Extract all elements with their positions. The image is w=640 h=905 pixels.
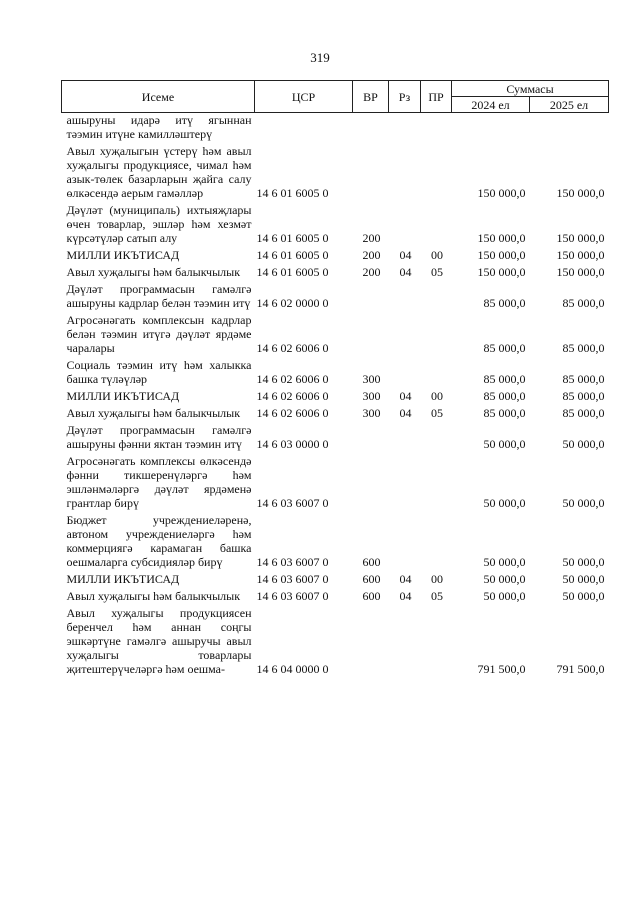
row-vr [353,603,389,676]
row-vr [353,141,389,200]
row-pr [421,200,452,245]
row-vr: 200 [362,248,381,262]
row-sum-2025: 50 000,0 [562,555,605,569]
row-sum-2024: 50 000,0 [483,437,526,451]
row-sum-2025 [530,113,609,142]
row-vr: 200 [362,231,381,245]
row-name: Авыл хуҗалыгы һәм балыкчылык [66,406,241,420]
row-csr: 14 6 02 6006 0 [256,406,329,420]
row-sum-2025: 50 000,0 [562,437,605,451]
row-sum-2024: 150 000,0 [477,265,526,279]
table-header [62,81,609,113]
header-sums: Суммасы [452,81,609,97]
row-sum-2024: 150 000,0 [477,248,526,262]
table-row [62,262,609,279]
row-rz [389,141,421,200]
table-row [62,510,609,569]
row-pr [421,451,452,510]
row-csr: 14 6 02 6006 0 [256,372,329,386]
row-pr: 05 [431,589,443,603]
row-name: Авыл хуҗалыгы продукциясен беренчел һәм аннан соңгы эшкәртүне гамәлгә ашыручы авыл хуҗалыгы товарлары җитештерүчеләргә һәм оешма- [66,606,252,676]
row-csr [255,113,353,142]
row-csr: 14 6 03 6007 0 [256,572,329,586]
row-name: Авыл хуҗалыгы һәм балыкчылык [66,265,241,279]
row-csr: 14 6 02 6006 0 [256,389,329,403]
row-vr [353,113,389,142]
row-sum-2025: 150 000,0 [556,248,605,262]
row-sum-2025: 150 000,0 [556,186,605,200]
header-vr: ВР [353,81,389,113]
row-sum-2025: 150 000,0 [556,265,605,279]
row-sum-2025: 85 000,0 [562,406,605,420]
row-pr [421,279,452,310]
table-row [62,603,609,676]
row-rz: 04 [399,572,412,586]
row-sum-2024: 50 000,0 [483,496,526,510]
row-sum-2025: 85 000,0 [562,296,605,310]
table-row [62,586,609,603]
row-sum-2024: 85 000,0 [483,372,526,386]
row-rz: 04 [399,248,412,262]
row-name: Авыл хуҗалыгы һәм балыкчылык [66,589,241,603]
row-pr: 05 [431,265,443,279]
row-pr [421,603,452,676]
row-vr [353,279,389,310]
row-sum-2025: 50 000,0 [562,496,605,510]
budget-table [61,80,609,676]
row-csr: 14 6 04 0000 0 [256,662,329,676]
row-csr: 14 6 03 6007 0 [256,555,329,569]
table-row [62,403,609,420]
table-row [62,569,609,586]
table-row [62,355,609,386]
row-pr [421,310,452,355]
row-csr: 14 6 01 6005 0 [256,186,329,200]
row-csr: 14 6 03 6007 0 [256,496,329,510]
row-name: Социаль тәэмин итү һәм халыкка башка түләүләр [66,358,252,386]
table-row [62,279,609,310]
row-name: МИЛЛИ ИКЪТИСАД [66,248,180,262]
row-csr: 14 6 01 6005 0 [256,231,329,245]
row-name: Агросәнәгать комплексын кадрлар белән тәэмин итүгә дәүләт ярдәме чаралары [66,313,252,355]
row-sum-2024: 50 000,0 [483,572,526,586]
row-rz: 04 [399,265,412,279]
row-sum-2024: 85 000,0 [483,296,526,310]
row-pr: 00 [431,248,443,262]
row-name: Дәүләт программасын гамәлгә ашыруны кадрлар белән тәэмин итү [66,282,252,310]
row-vr [353,451,389,510]
row-name: Агросәнәгать комплексы өлкәсендә фәнни тикшеренүләргә һәм эшләнмәләргә дәүләт ярдәменә грантлар бирү [66,454,252,510]
row-name: МИЛЛИ ИКЪТИСАД [66,389,180,403]
row-rz [389,310,421,355]
page-number: 319 [310,50,330,65]
row-sum-2025: 50 000,0 [562,572,605,586]
row-sum-2024: 791 500,0 [477,662,526,676]
row-vr [353,420,389,451]
row-vr: 600 [362,589,381,603]
row-vr [353,310,389,355]
row-name: Авыл хуҗалыгын үстерү һәм авыл хуҗалыгы продукциясе, чимал һәм азык-төлек базарларын җайга салу өлкәсендә аерым гамәлләр [66,144,252,200]
row-pr: 05 [431,406,443,420]
row-vr: 300 [362,406,381,420]
table-row [62,245,609,262]
header-name: Исеме [62,81,255,113]
row-pr [421,355,452,386]
row-rz: 04 [399,589,412,603]
table-row [62,386,609,403]
row-pr: 00 [431,389,443,403]
row-vr: 600 [362,572,381,586]
row-rz: 04 [399,389,412,403]
row-sum-2024: 150 000,0 [477,231,526,245]
row-csr: 14 6 02 6006 0 [256,341,329,355]
table-row [62,451,609,510]
row-csr: 14 6 03 6007 0 [256,589,329,603]
row-sum-2024: 85 000,0 [483,389,526,403]
row-csr: 14 6 02 0000 0 [256,296,329,310]
header-year-2025: 2025 ел [530,97,609,113]
table-row [62,420,609,451]
row-vr: 300 [362,389,381,403]
row-csr: 14 6 01 6005 0 [256,265,329,279]
row-sum-2025: 50 000,0 [562,589,605,603]
row-name: Дәүләт (муниципаль) ихтыяҗлары өчен товарлар, эшләр һәм хезмәт күрсәтүләр сатып алу [66,203,252,245]
row-rz [389,451,421,510]
header-csr: ЦСР [255,81,353,113]
row-rz [389,510,421,569]
row-sum-2024: 85 000,0 [483,406,526,420]
table-row [62,310,609,355]
header-pr: ПР [421,81,452,113]
row-pr [421,141,452,200]
row-rz [389,420,421,451]
header-year-2024: 2024 ел [452,97,530,113]
row-vr: 200 [362,265,381,279]
header-rz: Рз [389,81,421,113]
row-sum-2024 [452,113,530,142]
row-name: ашыруны идарә итү ягыннан тәэмин итүне камилләштерү [66,113,252,141]
table-body [62,113,609,677]
row-name: Бюджет учреждениеләренә, автоном учреждениеләргә һәм коммерциягә карамаган башка оешмаларга субсидияләр бирү [66,513,252,569]
row-pr [421,420,452,451]
row-name: МИЛЛИ ИКЪТИСАД [66,572,180,586]
table-row [62,141,609,200]
row-rz [389,113,421,142]
row-sum-2025: 150 000,0 [556,231,605,245]
row-sum-2025: 85 000,0 [562,372,605,386]
row-pr: 00 [431,572,443,586]
row-sum-2025: 85 000,0 [562,389,605,403]
row-rz [389,279,421,310]
row-rz [389,200,421,245]
row-sum-2024: 85 000,0 [483,341,526,355]
row-sum-2025: 791 500,0 [556,662,605,676]
table-row [62,113,609,142]
row-rz [389,355,421,386]
row-vr: 300 [362,372,381,386]
row-name: Дәүләт программасын гамәлгә ашыруны фәнни яктан тәэмин итү [66,423,252,451]
row-pr [421,510,452,569]
row-rz [389,603,421,676]
row-csr: 14 6 03 0000 0 [256,437,329,451]
row-pr [421,113,452,142]
row-vr: 600 [362,555,381,569]
row-sum-2024: 50 000,0 [483,589,526,603]
row-csr: 14 6 01 6005 0 [256,248,329,262]
row-sum-2025: 85 000,0 [562,341,605,355]
row-sum-2024: 150 000,0 [477,186,526,200]
row-rz: 04 [399,406,412,420]
row-sum-2024: 50 000,0 [483,555,526,569]
table-row [62,200,609,245]
